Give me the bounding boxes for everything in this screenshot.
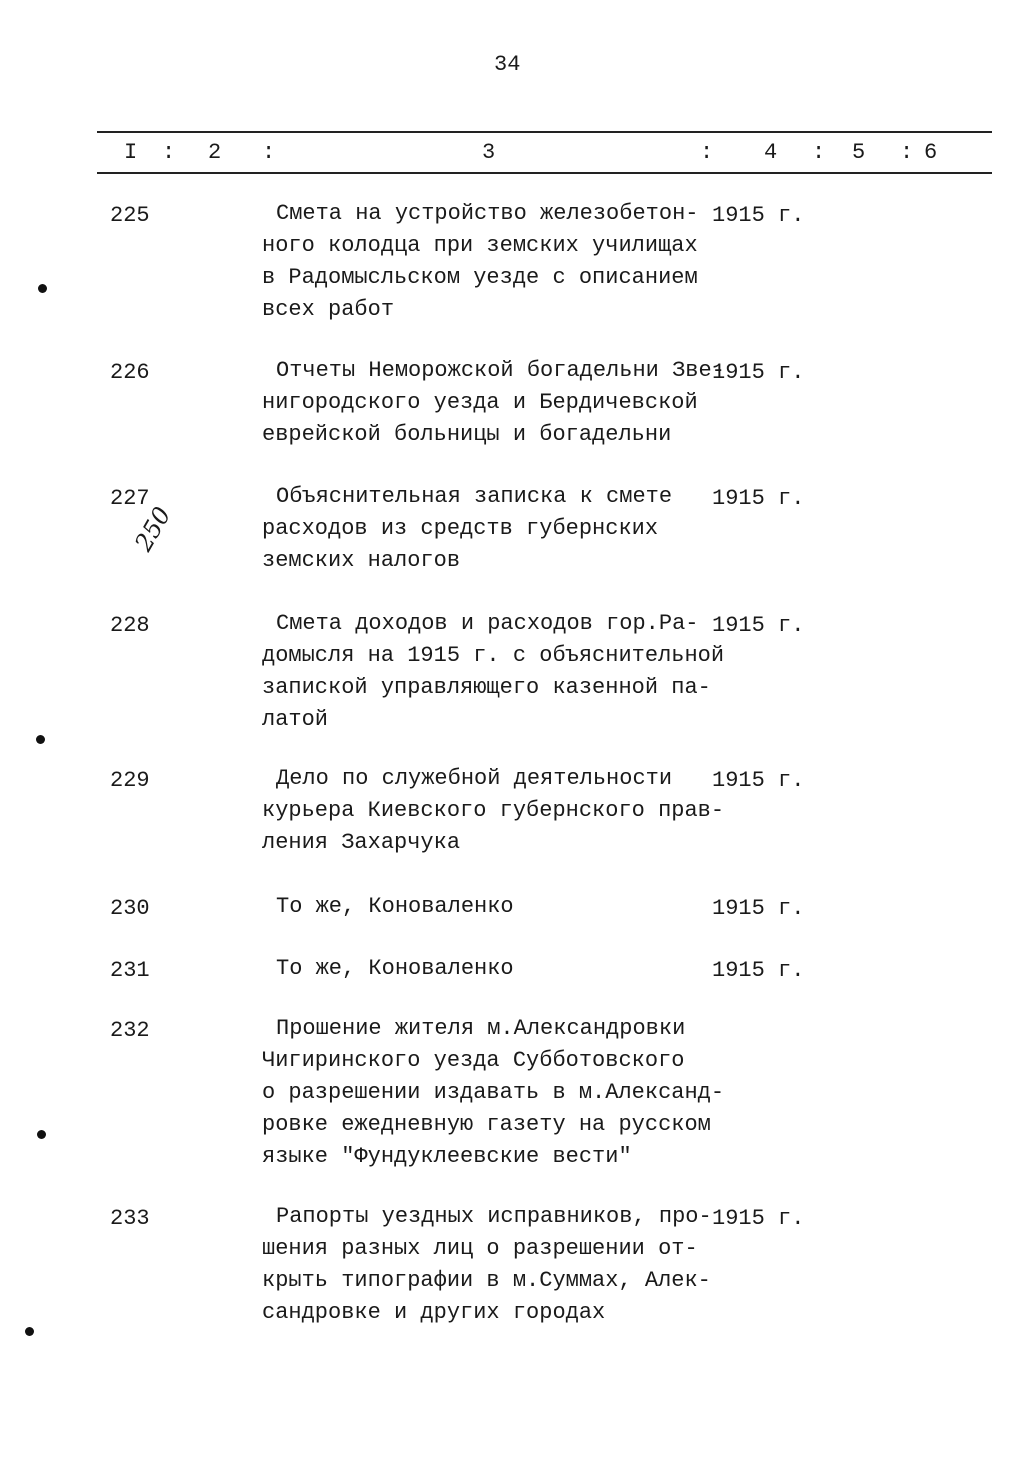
entry-title-line: ного колодца при земских училищах (262, 233, 698, 258)
entry-title-line: сандровке и других городах (262, 1300, 606, 1325)
entry-number: 226 (110, 360, 150, 385)
entry-title (262, 198, 698, 326)
entry-title-line: ровке ежедневную газету на русском (262, 1112, 711, 1137)
punch-hole-mark (37, 1130, 46, 1139)
entry-number: 228 (110, 613, 150, 638)
entry-year: 1915 г. (712, 486, 805, 511)
entry-title (262, 608, 724, 736)
header-sep: : (262, 140, 276, 165)
entry-title-line: всех работ (262, 297, 395, 322)
entry-year: 1915 г. (712, 1206, 805, 1231)
entry-title-line: земских налогов (262, 548, 461, 573)
entry-title-line: Объяснительная записка к смете (276, 484, 673, 509)
entry-title-line: запиской управляющего казенной па- (262, 675, 711, 700)
entry-title-line: Рапорты уездных исправников, про- (276, 1204, 712, 1229)
entry-number: 232 (110, 1018, 150, 1043)
entry-title (262, 953, 514, 985)
entry-title-line: расходов из средств губернских (262, 516, 659, 541)
entry-title-line: домысля на 1915 г. с объяснительной (262, 643, 725, 668)
entry-year: 1915 г. (712, 360, 805, 385)
entry-year: 1915 г. (712, 958, 805, 983)
entry-number: 233 (110, 1206, 150, 1231)
header-sep: : (700, 140, 714, 165)
entry-title-line: шения разных лиц о разрешении от- (262, 1236, 698, 1261)
entry-title-line: еврейской больницы и богадельни (262, 422, 672, 447)
entry-title-line: Дело по служебной деятельности (276, 766, 673, 791)
entry-title-line: о разрешении издавать в м.Александ- (262, 1080, 725, 1105)
entry-title-line: ления Захарчука (262, 830, 461, 855)
header-sep: : (812, 140, 826, 165)
entry-title-line: курьера Киевского губернского прав- (262, 798, 725, 823)
entry-year: 1915 г. (712, 613, 805, 638)
entry-title (262, 1201, 712, 1329)
entry-number: 227 (110, 486, 150, 511)
entry-number: 231 (110, 958, 150, 983)
entry-title-line: Прошение жителя м.Александровки (276, 1016, 686, 1041)
header-sep: : (900, 140, 914, 165)
entry-year: 1915 г. (712, 896, 805, 921)
entry-title-line: Отчеты Неморожской богадельни Зве- (276, 358, 725, 383)
entry-title (262, 1013, 724, 1173)
entry-number: 225 (110, 203, 150, 228)
entry-number: 230 (110, 896, 150, 921)
table-header-bottom-rule (97, 172, 992, 174)
entry-title-line: крыть типографии в м.Суммах, Алек- (262, 1268, 711, 1293)
entry-title (262, 355, 725, 451)
entry-title-line: Чигиринского уезда Субботовского (262, 1048, 685, 1073)
entry-number: 229 (110, 768, 150, 793)
entry-title (262, 891, 514, 923)
entry-title-line: Смета доходов и расходов гор.Ра- (276, 611, 699, 636)
header-col-1: I (124, 140, 138, 165)
header-col-2: 2 (208, 140, 222, 165)
handwritten-mark: 250 (129, 502, 177, 556)
header-col-3: 3 (482, 140, 496, 165)
punch-hole-mark (25, 1327, 34, 1336)
page-number: 34 (494, 52, 521, 77)
entry-title-line: нигородского уезда и Бердичевской (262, 390, 698, 415)
header-col-5: 5 (852, 140, 866, 165)
entry-title-line: То же, Коноваленко (276, 894, 514, 919)
entry-title-line: языке "Фундуклеевские вести" (262, 1144, 632, 1169)
entry-title-line: Смета на устройство железобетон- (276, 201, 699, 226)
table-header-top-rule (97, 131, 992, 133)
header-col-4: 4 (764, 140, 778, 165)
punch-hole-mark (38, 284, 47, 293)
entry-title-line: в Радомысльском уезде с описанием (262, 265, 698, 290)
entry-title-line: То же, Коноваленко (276, 956, 514, 981)
entry-year: 1915 г. (712, 768, 805, 793)
entry-year: 1915 г. (712, 203, 805, 228)
entry-title (262, 763, 724, 859)
header-sep: : (162, 140, 176, 165)
punch-hole-mark (36, 735, 45, 744)
header-col-6: 6 (924, 140, 938, 165)
entry-title-line: латой (262, 707, 329, 732)
entry-title (262, 481, 672, 577)
